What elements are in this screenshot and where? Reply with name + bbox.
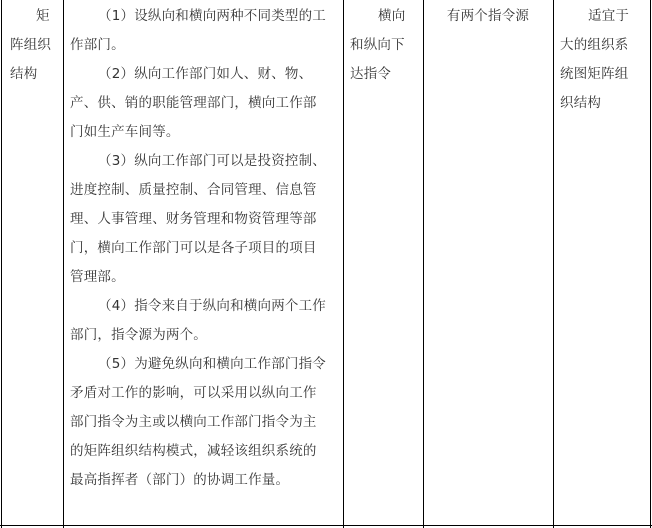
command-sources-cell xyxy=(428,2,548,31)
table-border-left xyxy=(1,0,2,528)
column-divider xyxy=(343,0,344,528)
command-direction-line: 横向 xyxy=(378,8,406,24)
applicability-line: 适宜于 xyxy=(588,8,630,24)
feature-line: （5）为避免纵向和横向工作部门指令 xyxy=(98,356,326,372)
feature-line: 进度控制、质量控制、合同管理、信息管 xyxy=(70,182,317,198)
features-cell xyxy=(70,2,332,495)
feature-line: 最高指挥者（部门）的协调工作量。 xyxy=(70,472,290,488)
structure-name-line: 矩 xyxy=(36,8,50,24)
feature-line: 部门，指令源为两个。 xyxy=(70,327,207,343)
feature-line: 部门指令为主或以横向工作部门指令为主 xyxy=(70,414,317,430)
feature-line: （1）设纵向和横向两种不同类型的工 xyxy=(98,8,326,24)
applicability-line: 织结构 xyxy=(560,95,602,111)
feature-line: 管理部。 xyxy=(70,269,125,285)
applicability-line: 统图矩阵组 xyxy=(560,66,629,82)
column-divider xyxy=(63,0,64,528)
column-divider xyxy=(553,0,554,528)
column-divider xyxy=(423,0,424,528)
feature-line: 理、人事管理、财务管理和物资管理等部 xyxy=(70,211,317,227)
feature-line: 产、供、销的职能管理部门，横向工作部 xyxy=(70,95,317,111)
feature-line: （4）指令来自于纵向和横向两个工作 xyxy=(98,298,326,314)
feature-line: 门如生产车间等。 xyxy=(70,124,180,140)
table-border-right xyxy=(650,0,651,528)
feature-line: （2）纵向工作部门如人、财、物、 xyxy=(98,66,313,82)
structure-name-line: 阵组织 xyxy=(10,37,52,53)
command-direction-cell xyxy=(350,2,414,89)
feature-line: 门，横向工作部门可以是各子项目的项目 xyxy=(70,240,317,256)
feature-line: 矛盾对工作的影响，可以采用以纵向工作 xyxy=(70,385,317,401)
structure-name-line: 结构 xyxy=(10,66,38,82)
feature-line: 作部门。 xyxy=(70,37,125,53)
feature-line: （3）纵向工作部门可以是投资控制、 xyxy=(98,153,326,169)
applicability-cell xyxy=(560,2,646,118)
command-sources-text: 有两个指令源 xyxy=(446,8,530,24)
applicability-line: 大的组织系 xyxy=(560,37,629,53)
command-direction-line: 和纵向下 xyxy=(350,37,405,53)
structure-name-cell xyxy=(10,2,56,89)
feature-line: 的矩阵组织结构模式，减轻该组织系统的 xyxy=(70,443,317,459)
table-border-bottom xyxy=(0,525,652,526)
command-direction-line: 达指令 xyxy=(350,66,392,82)
